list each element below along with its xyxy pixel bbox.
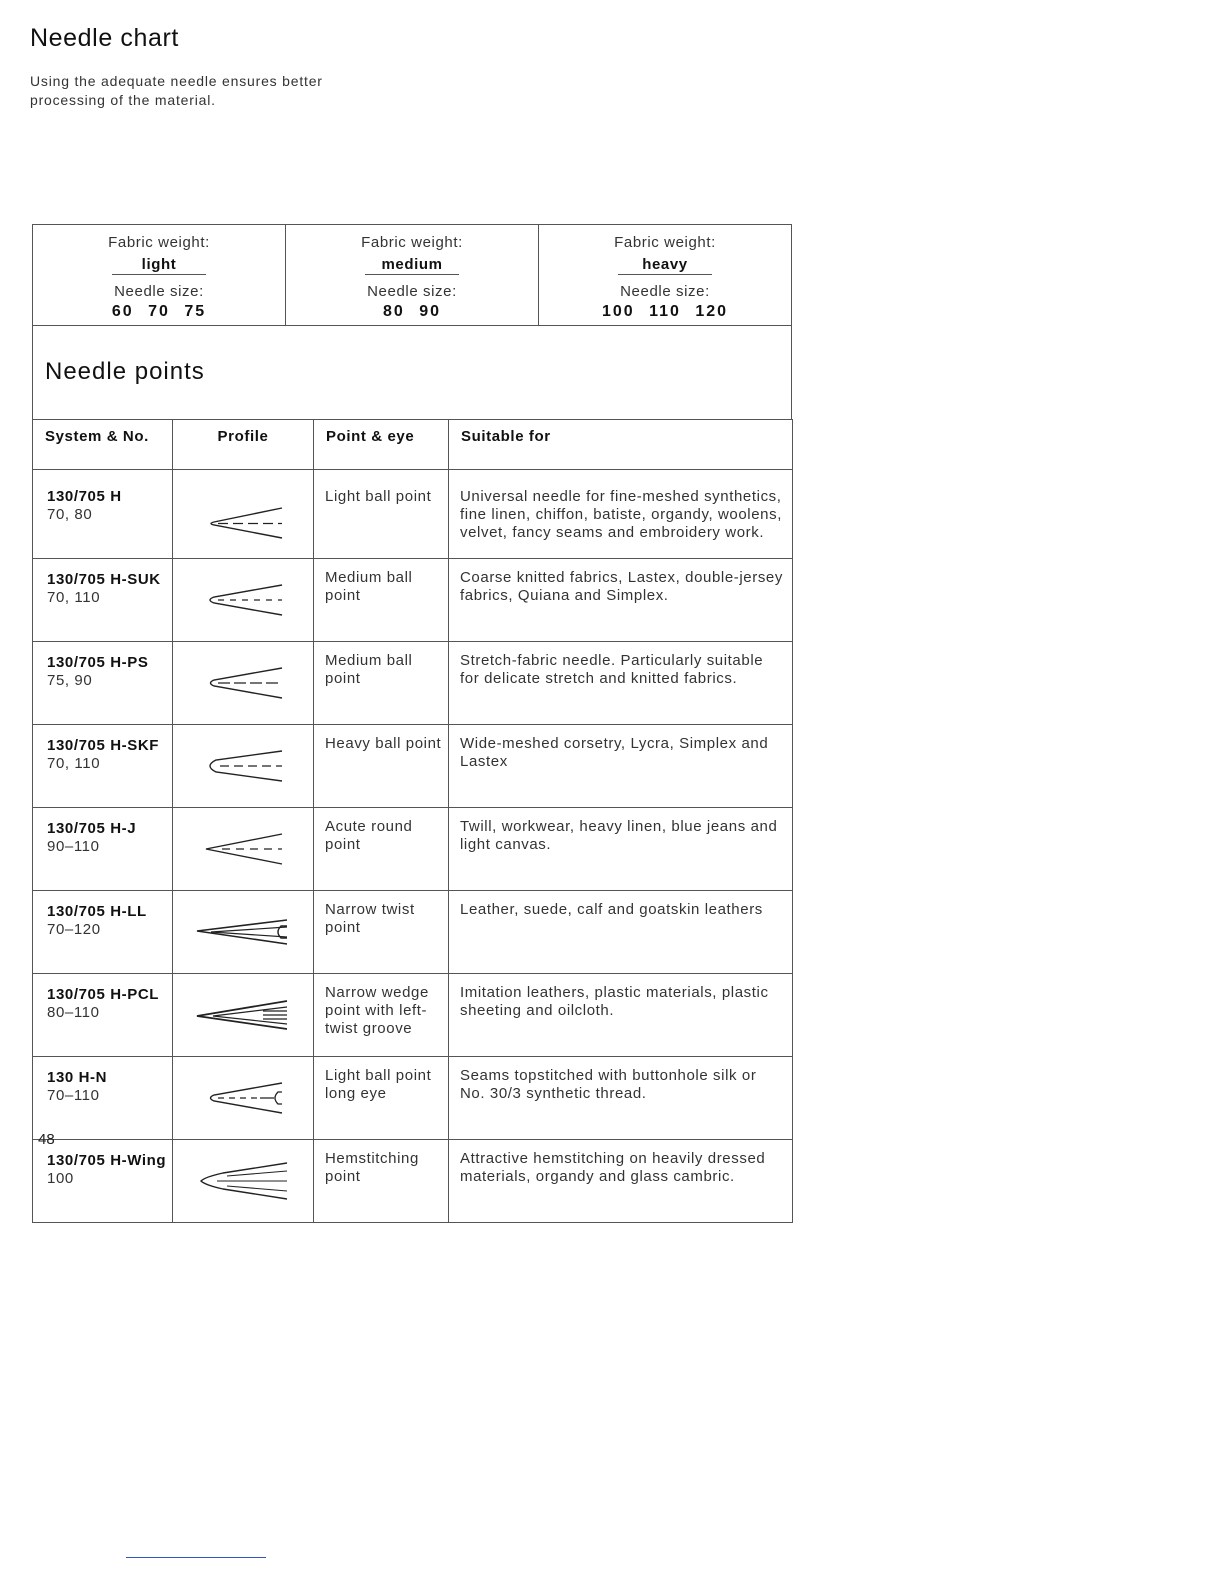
profile-cell: [173, 808, 314, 891]
needle-points-title: Needle points: [45, 358, 205, 385]
system-code: 130/705 H-Wing: [47, 1152, 167, 1169]
system-sizes: 70, 110: [47, 755, 101, 772]
system-code: 130/705 H-J: [47, 820, 137, 837]
fabric-weight-value: medium: [365, 254, 459, 275]
system-code: 130/705 H-PCL: [47, 986, 160, 1003]
point-cell: Narrow wedge point with left-twist groove: [314, 974, 449, 1057]
column-header-profile: Profile: [173, 420, 314, 470]
table-row: [33, 1140, 793, 1223]
system-sizes: 100: [47, 1170, 74, 1187]
suitable-cell: Leather, suede, calf and goatskin leathers: [449, 891, 793, 974]
table-row: [33, 891, 793, 974]
profile-cell: [173, 891, 314, 974]
table-row: [33, 642, 793, 725]
system-sizes: 80–110: [47, 1004, 100, 1021]
point-cell: Hemstitching point: [314, 1140, 449, 1223]
medium-ball-point-needle-icon: [198, 582, 288, 618]
long-eye-needle-icon: [198, 1080, 288, 1116]
fabric-weight-value: heavy: [618, 254, 712, 275]
page-title: Needle chart: [30, 24, 179, 52]
point-cell: Narrow twist point: [314, 891, 449, 974]
suitable-cell: Stretch-fabric needle. Particularly suitable for delicate stretch and knitted fabrics.: [449, 642, 793, 725]
system-sizes: 70, 110: [47, 589, 101, 606]
intro-line: processing of the material.: [30, 92, 216, 108]
narrow-twist-point-needle-icon: [193, 914, 293, 950]
table-row: [33, 470, 793, 559]
needle-points-table: [32, 419, 793, 1223]
profile-cell: [173, 974, 314, 1057]
point-cell: Medium ball point: [314, 559, 449, 642]
needle-points-header: [32, 324, 792, 419]
suitable-cell: Twill, workwear, heavy linen, blue jeans and light canvas.: [449, 808, 793, 891]
system-code: 130/705 H-LL: [47, 903, 147, 920]
fabric-weight-light: [33, 225, 286, 325]
intro-text: [30, 72, 390, 110]
hemstitching-needle-icon: [193, 1159, 293, 1203]
system-code: 130/705 H: [47, 488, 122, 505]
intro-line: Using the adequate needle ensures better: [30, 73, 323, 89]
table-row: [33, 559, 793, 642]
system-sizes: 70, 80: [47, 506, 93, 523]
system-cell: [33, 642, 173, 725]
profile-cell: [173, 725, 314, 808]
system-cell: [33, 891, 173, 974]
stretch-needle-icon: [198, 665, 288, 701]
suitable-cell: Seams topstitched with buttonhole silk or No. 30/3 synthetic thread.: [449, 1057, 793, 1140]
needle-size-values: 80 90: [382, 303, 442, 320]
footer-rule: [126, 1557, 266, 1558]
fabric-weight-label: Fabric weight:: [614, 234, 716, 251]
acute-round-point-needle-icon: [198, 831, 288, 867]
page-number: 48: [38, 1131, 55, 1148]
system-cell: [33, 808, 173, 891]
point-cell: Light ball point: [314, 470, 449, 559]
system-cell: [33, 559, 173, 642]
system-cell: [33, 1057, 173, 1140]
table-header-row: [33, 420, 793, 470]
wedge-point-needle-icon: [193, 997, 293, 1033]
table-row: [33, 1057, 793, 1140]
suitable-cell: Attractive hemstitching on heavily dressed materials, organdy and glass cambric.: [449, 1140, 793, 1223]
suitable-cell: Wide-meshed corsetry, Lycra, Simplex and Lastex: [449, 725, 793, 808]
needle-size-label: Needle size:: [114, 283, 204, 300]
needle-size-label: Needle size:: [620, 283, 710, 300]
column-header-system: System & No.: [33, 420, 173, 470]
system-code: 130/705 H-SUK: [47, 571, 161, 588]
fabric-weight-heavy: [539, 225, 791, 325]
fabric-weight-medium: [286, 225, 539, 325]
profile-cell: [173, 642, 314, 725]
needle-size-values: 100 110 120: [601, 303, 729, 320]
fabric-weight-label: Fabric weight:: [361, 234, 463, 251]
suitable-cell: Universal needle for fine-meshed synthetics, fine linen, chiffon, batiste, organdy, woolens, velvet, fancy seams and embroidery work.: [449, 470, 793, 559]
needle-size-label: Needle size:: [367, 283, 457, 300]
point-cell: Heavy ball point: [314, 725, 449, 808]
system-cell: [33, 974, 173, 1057]
needle-size-values: 60 70 75: [111, 303, 207, 320]
profile-cell: [173, 559, 314, 642]
point-cell: Medium ball point: [314, 642, 449, 725]
table-row: [33, 974, 793, 1057]
system-sizes: 70–110: [47, 1087, 100, 1104]
system-sizes: 90–110: [47, 838, 100, 855]
profile-cell: [173, 470, 314, 559]
system-cell: [33, 1140, 173, 1223]
point-cell: Light ball point long eye: [314, 1057, 449, 1140]
light-ball-point-needle-icon: [198, 505, 288, 541]
system-code: 130/705 H-PS: [47, 654, 149, 671]
system-sizes: 75, 90: [47, 672, 93, 689]
system-sizes: 70–120: [47, 921, 101, 938]
profile-cell: [173, 1140, 314, 1223]
point-cell: Acute round point: [314, 808, 449, 891]
system-cell: [33, 725, 173, 808]
system-code: 130 H-N: [47, 1069, 108, 1086]
fabric-weight-label: Fabric weight:: [108, 234, 210, 251]
system-cell: [33, 470, 173, 559]
suitable-cell: Coarse knitted fabrics, Lastex, double-jersey fabrics, Quiana and Simplex.: [449, 559, 793, 642]
profile-cell: [173, 1057, 314, 1140]
fabric-weight-value: light: [112, 254, 206, 275]
table-row: [33, 725, 793, 808]
table-row: [33, 808, 793, 891]
column-header-suitable: Suitable for: [449, 420, 793, 470]
fabric-weight-table: [32, 224, 792, 326]
column-header-point: Point & eye: [314, 420, 449, 470]
heavy-ball-point-needle-icon: [198, 748, 288, 784]
system-code: 130/705 H-SKF: [47, 737, 160, 754]
suitable-cell: Imitation leathers, plastic materials, plastic sheeting and oilcloth.: [449, 974, 793, 1057]
